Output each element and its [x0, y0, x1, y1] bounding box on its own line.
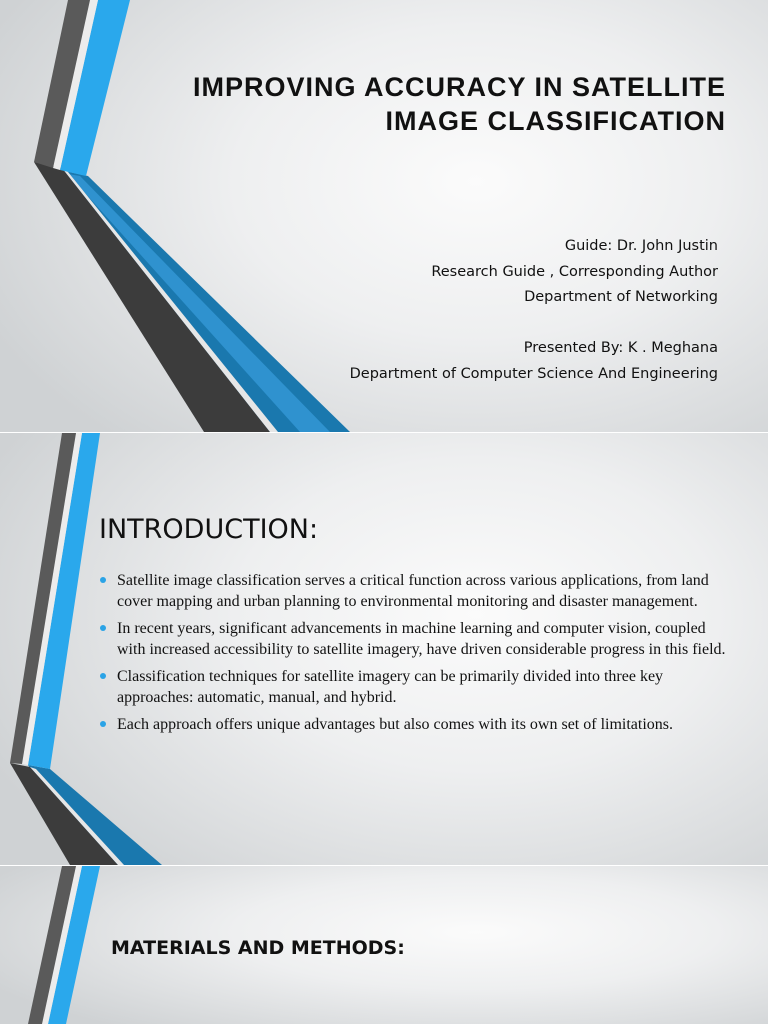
list-item: Satellite image classification serves a critical function across various applications, from land cover mapping and urban planning to environmental monitoring and disaster management. [100, 571, 730, 612]
credits-block [258, 234, 718, 387]
materials-methods-heading: MATERIALS AND METHODS: [111, 937, 405, 959]
bullet-icon [100, 721, 106, 727]
title-line-1: IMPROVING ACCURACY IN SATELLITE [192, 72, 726, 102]
guide-role: Research Guide , Corresponding Author [431, 263, 718, 280]
bullet-icon [100, 577, 106, 583]
list-item: Classification techniques for satellite imagery can be primarily divided into three key approaches: automatic, manual, and hybrid. [100, 667, 730, 708]
list-item: Each approach offers unique advantages but also comes with its own set of limitations. [100, 715, 730, 736]
presentation-title [86, 70, 726, 138]
list-item: In recent years, significant advancements in machine learning and computer vision, coupled with increased accessibility to satellite imagery, have driven considerable progress in this field. [100, 619, 730, 660]
presenter-name: Presented By: K . Meghana [523, 340, 718, 356]
bullet-icon [100, 673, 106, 679]
spacer [258, 311, 718, 337]
title-line-2: IMAGE CLASSIFICATION [385, 106, 726, 136]
title-slide [0, 0, 768, 432]
guide-name: Guide: Dr. John Justin [564, 238, 718, 254]
guide-department: Department of Networking [524, 289, 718, 305]
introduction-bullets [100, 571, 730, 743]
bullet-icon [100, 625, 106, 631]
presenter-department: Department of Computer Science And Engineering [349, 365, 718, 382]
introduction-heading: INTRODUCTION: [99, 514, 319, 545]
